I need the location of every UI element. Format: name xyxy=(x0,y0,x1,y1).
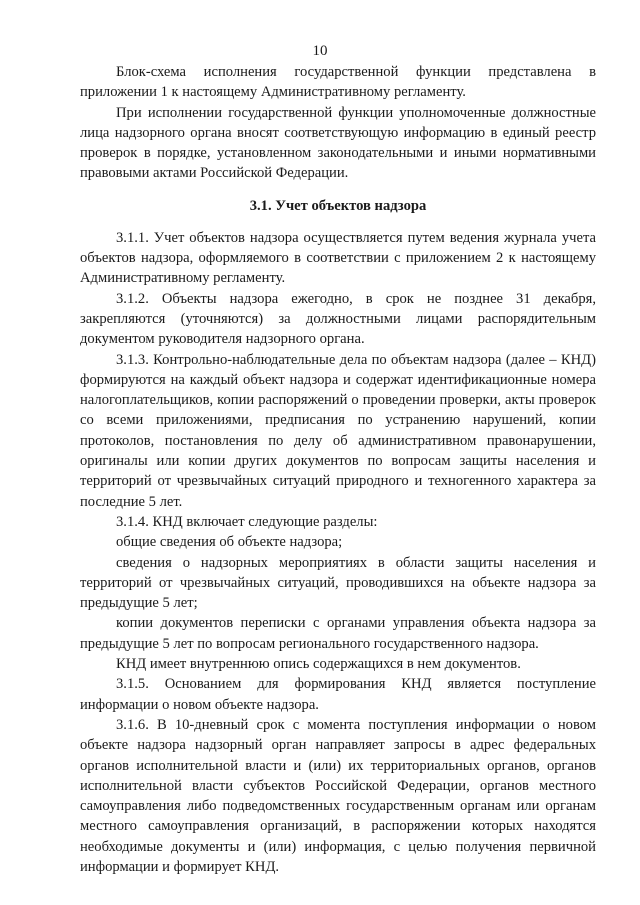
paragraph-3-1-3: 3.1.3. Контрольно-наблюдательные дела по объектам надзора (далее – КНД) формируются на каждый объект надзора и содержат идентификационные номера налогоплательщиков, копии распоряжений о проведении проверки, акты проверок со всеми приложениями, предписания по устранению нарушений, копии протоколов, постановления по делу об административном правонарушении, оригиналы или копии других документов по вопросам защиты населения и территорий от чрезвычайных ситуаций природного и техногенного характера за последние 5 лет. xyxy=(80,351,596,510)
paragraph-3-1-5: 3.1.5. Основанием для формирования КНД является поступление информации о новом объекте надзора. xyxy=(80,676,596,713)
list-item-correspondence-copies: копии документов переписки с органами управления объекта надзора за предыдущие 5 лет по вопросам регионального государственного надзора. xyxy=(80,615,596,652)
paragraph-inspection-registry: При исполнении государственной функции уполномоченные должностные лица надзорного органа вносят соответствующую информацию в единый реестр проверок в порядке, установленном законодательными и иными нормативными правовыми актами Российской Федерации. xyxy=(80,104,596,182)
list-item-general-info: общие сведения об объекте надзора; xyxy=(116,534,343,551)
paragraph-3-1-1: 3.1.1. Учет объектов надзора осуществляется путем ведения журнала учета объектов надзора, оформляемого в соответствии с приложением 2 к настоящему Административному регламенту. xyxy=(80,229,596,287)
list-item-supervisory-events: сведения о надзорных мероприятиях в области защиты населения и территорий от чрезвычайных ситуаций, проводившихся на объекте надзора за предыдущие 5 лет; xyxy=(80,554,596,612)
paragraph-3-1-6: 3.1.6. В 10-дневный срок с момента поступления информации о новом объекте надзора надзорный орган направляет запросы в адрес федеральных органов исполнительной власти и (или) их территориальных органов, органов исполнительной власти субъектов Российской Федерации, органов местного самоуправления либо подведомственных государственным органам или органам местного самоуправления организаций, в распоряжении которых находятся необходимые документы и (или) информация, с целью получения первичной информации и формирует КНД. xyxy=(80,716,596,875)
paragraph-flowchart-reference: Блок-схема исполнения государственной функции представлена в приложении 1 к настоящему Административному регламенту. xyxy=(80,64,596,101)
section-heading: 3.1. Учет объектов надзора xyxy=(249,197,427,214)
spacer xyxy=(80,216,596,228)
spacer xyxy=(80,184,596,196)
paragraph-3-1-4: 3.1.4. КНД включает следующие разделы: xyxy=(116,513,378,530)
document-body xyxy=(80,62,596,877)
paragraph-internal-inventory: КНД имеет внутреннюю опись содержащихся в нем документов. xyxy=(116,656,521,673)
paragraph-3-1-2: 3.1.2. Объекты надзора ежегодно, в срок не позднее 31 декабря, закрепляются (уточняются) за должностными лицами распорядительным документом руководителя надзорного органа. xyxy=(80,290,596,348)
page-number: 10 xyxy=(312,43,328,59)
